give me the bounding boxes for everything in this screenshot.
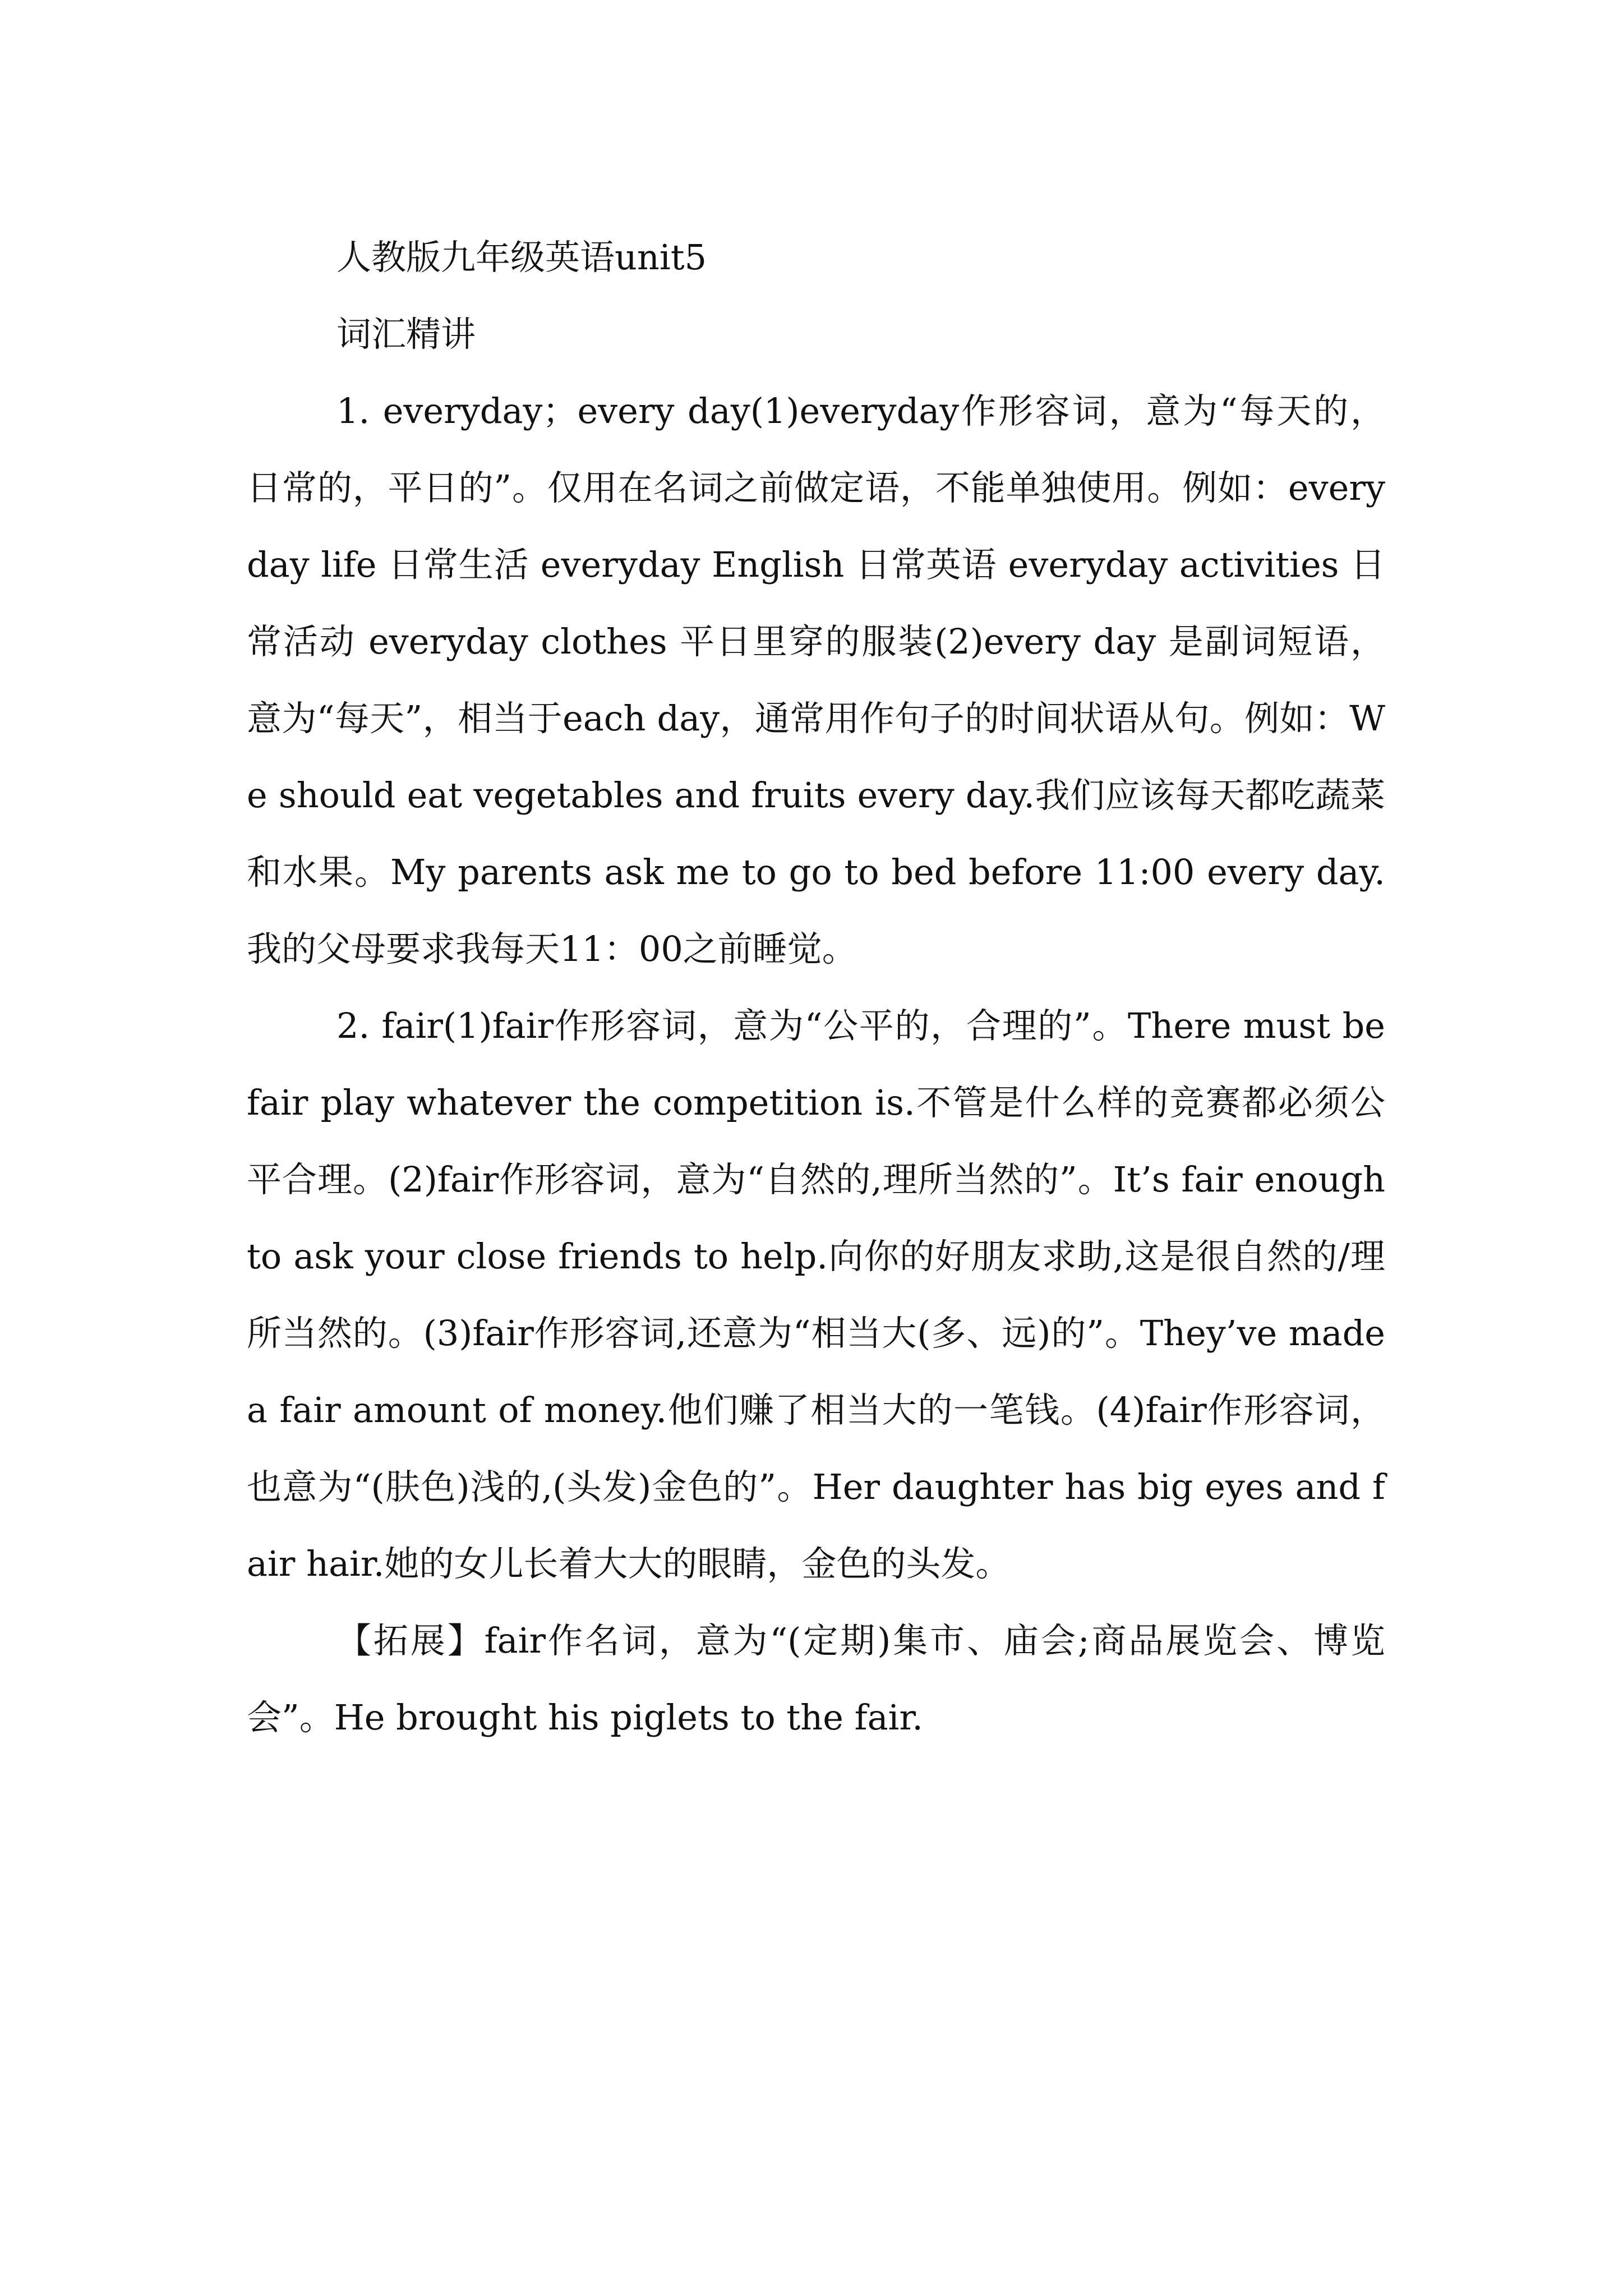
paragraph-extension: 【拓展】fair作名词，意为“(定期)集市、庙会;商品展览会、博览会”。He brought his piglets to the fair. xyxy=(247,1620,1385,1738)
document-page xyxy=(247,219,1385,1756)
paragraph-fair: 2. fair(1)fair作形容词，意为“公平的，合理的”。There must be fair play whatever the competition is.不管是什么样的竞赛都必须公平合理。(2)fair作形容词，意为“自然的,理所当然的”。It’s fair enough to ask your close friends to help.向你的好朋友求助,这是很自然的/理所当然的。(3)fair作形容词,还意为“相当大(多、远)的”。They’ve made a fair amount of money.他们赚了相当大的一笔钱。(4)fair作形容词，也意为“(肤色)浅的,(头发)金色的”。Her daughter has big eyes and fair hair.她的女儿长着大大的眼睛，金色的头发。 xyxy=(247,1005,1385,1584)
section-heading: 词汇精讲 xyxy=(336,314,476,355)
paragraph-everyday: 1. everyday；every day(1)everyday作形容词，意为“每天的，日常的，平日的”。仅用在名词之前做定语，不能单独使用。例如：everyday life 日常生活 everyday English 日常英语 everyday activities 日常活动 everyday clothes 平日里穿的服装(2)every day 是副词短语，意为“每天”，相当于each day，通常用作句子的时间状语从句。例如：We should eat vegetables and fruits every day.我们应该每天都吃蔬菜和水果。My parents ask me to go to bed before 11:00 every day.我的父母要求我每天11：00之前睡觉。 xyxy=(247,390,1385,969)
document-title: 人教版九年级英语unit5 xyxy=(336,237,707,278)
